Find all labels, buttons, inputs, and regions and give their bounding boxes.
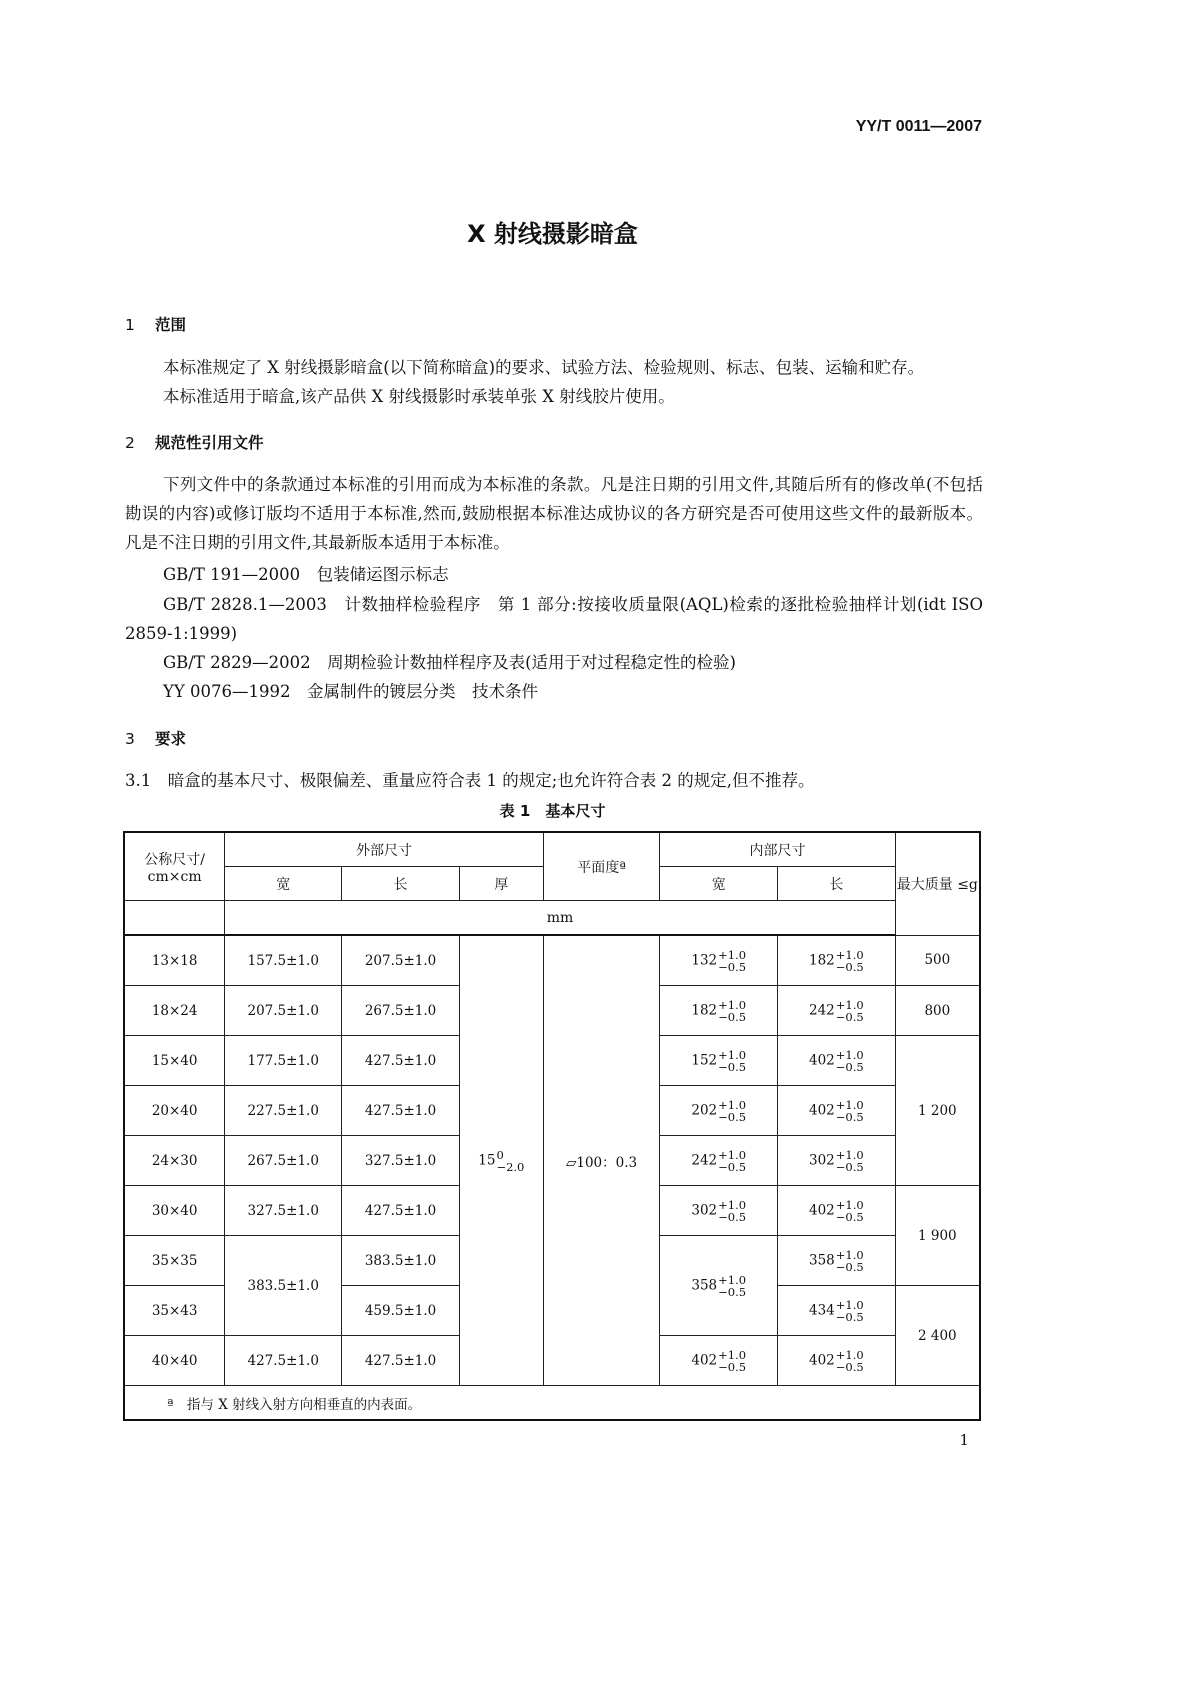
tolerance: +1.0 −0.5	[835, 1147, 864, 1174]
cell-nominal-size: 30×40	[124, 1186, 225, 1236]
section-1-para-1: 本标准规定了 X 射线摄影暗盒(以下简称暗盒)的要求、试验方法、检验规则、标志、包装、运输和贮存。	[163, 358, 925, 377]
tolerance-base: 132	[691, 952, 718, 968]
cell-inner-length	[778, 935, 896, 986]
header-outer: 外部尺寸	[225, 832, 543, 867]
tolerance-base: 358	[809, 1252, 835, 1268]
cell-outer-length: 383.5±1.0	[342, 1236, 460, 1286]
cell-nominal-size: 20×40	[124, 1086, 225, 1136]
cell-nominal-size: 35×35	[124, 1236, 225, 1286]
cell-inner-length	[778, 1236, 896, 1286]
cell-outer-width: 267.5±1.0	[225, 1136, 342, 1186]
cell-max-mass: 1 200	[895, 1036, 980, 1186]
header-thickness: 厚	[459, 867, 543, 901]
tolerance: +1.0 −0.5	[718, 1197, 747, 1224]
cell-max-mass: 800	[895, 986, 980, 1036]
document-id: YY/T 0011—2007	[855, 118, 982, 135]
cell-inner-length	[778, 1336, 896, 1386]
cell-outer-length: 327.5±1.0	[342, 1136, 460, 1186]
tolerance-base: 202	[691, 1102, 718, 1118]
cell-inner-length	[778, 1086, 896, 1136]
tolerance: +1.0 −0.5	[718, 1347, 747, 1374]
cell-thickness	[459, 935, 543, 1386]
tolerance: +1.0 −0.5	[718, 1147, 747, 1174]
tolerance-base: 358	[691, 1277, 718, 1293]
header-outer-length: 长	[342, 867, 460, 901]
tolerance: +1.0 −0.5	[718, 1097, 747, 1124]
header-flatness: 平面度ª	[543, 832, 660, 901]
tolerance: +1.0 −0.5	[835, 1347, 864, 1374]
section-3-heading: 3 要求	[125, 730, 187, 748]
tolerance-base: 242	[809, 1002, 835, 1018]
page-number: 1	[959, 1431, 969, 1449]
table-caption: 表 1 基本尺寸	[499, 802, 606, 820]
tolerance-base: 402	[809, 1102, 835, 1118]
cell-inner-width	[660, 1186, 778, 1236]
header-nominal: 公称尺寸/ cm×cm	[124, 832, 225, 901]
tolerance-base: 402	[809, 1202, 835, 1218]
document-title: X 射线摄影暗盒	[467, 220, 638, 248]
reference-2: GB/T 2828.1—2003 计数抽样检验程序 第 1 部分:按接收质量限(AQL)检索的逐批检验抽样计划(idt ISO 2859-1:1999)	[125, 595, 983, 643]
cell-outer-length: 427.5±1.0	[342, 1036, 460, 1086]
section-1-para-2: 本标准适用于暗盒,该产品供 X 射线摄影时承装单张 X 射线胶片使用。	[163, 387, 675, 406]
cell-nominal-size: 13×18	[124, 935, 225, 986]
cell-outer-length: 207.5±1.0	[342, 935, 460, 986]
tolerance: +1.0 −0.5	[835, 947, 864, 974]
cell-nominal-size: 35×43	[124, 1286, 225, 1336]
tolerance: 0 −2.0	[496, 1147, 525, 1174]
header-inner-width: 宽	[660, 867, 778, 901]
cell-max-mass: 1 900	[895, 1186, 980, 1286]
cell-outer-length: 427.5±1.0	[342, 1186, 460, 1236]
tolerance: +1.0 −0.5	[718, 1272, 747, 1299]
cell-inner-length	[778, 1036, 896, 1086]
cell-outer-length: 459.5±1.0	[342, 1286, 460, 1336]
cell-inner-width	[660, 935, 778, 986]
cell-outer-length: 427.5±1.0	[342, 1086, 460, 1136]
cell-inner-length	[778, 986, 896, 1036]
tolerance-base: 402	[691, 1352, 718, 1368]
dimensions-table	[123, 831, 981, 1421]
tolerance-base: 402	[809, 1052, 835, 1068]
cell-outer-length: 427.5±1.0	[342, 1336, 460, 1386]
cell-outer-width: 227.5±1.0	[225, 1086, 342, 1136]
cell-outer-width: 327.5±1.0	[225, 1186, 342, 1236]
tolerance-base: 302	[691, 1202, 718, 1218]
header-max-mass: 最大质量 ≤g	[895, 832, 980, 935]
tolerance-base: 152	[691, 1052, 718, 1068]
tolerance: +1.0 −0.5	[718, 947, 747, 974]
table-row	[124, 935, 980, 986]
cell-nominal-size: 18×24	[124, 986, 225, 1036]
reference-4: YY 0076—1992 金属制件的镀层分类 技术条件	[163, 682, 539, 701]
section-1-heading: 1 范围	[125, 316, 187, 334]
header-inner: 内部尺寸	[660, 832, 895, 867]
cell-outer-width: 207.5±1.0	[225, 986, 342, 1036]
cell-inner-length	[778, 1286, 896, 1336]
tolerance: +1.0 −0.5	[835, 1297, 864, 1324]
cell-inner-width	[660, 1086, 778, 1136]
tolerance-base: 302	[809, 1152, 835, 1168]
reference-3: GB/T 2829—2002 周期检验计数抽样程序及表(适用于对过程稳定性的检验)	[163, 653, 736, 672]
cell-max-mass: 2 400	[895, 1286, 980, 1386]
cell-outer-width: 157.5±1.0	[225, 935, 342, 986]
cell-inner-length	[778, 1186, 896, 1236]
tolerance: +1.0 −0.5	[718, 997, 747, 1024]
cell-nominal-size: 15×40	[124, 1036, 225, 1086]
cell-nominal-size: 24×30	[124, 1136, 225, 1186]
reference-1: GB/T 191—2000 包装储运图示标志	[163, 565, 449, 584]
tolerance: +1.0 −0.5	[835, 1197, 864, 1224]
cell-outer-length: 267.5±1.0	[342, 986, 460, 1036]
clause-3-1: 3.1 暗盒的基本尺寸、极限偏差、重量应符合表 1 的规定;也允许符合表 2 的规定,但不推荐。	[125, 771, 815, 790]
cell-inner-width	[660, 986, 778, 1036]
tolerance: +1.0 −0.5	[835, 1047, 864, 1074]
header-unit: mm	[225, 901, 895, 936]
cell-inner-width	[660, 1336, 778, 1386]
cell-max-mass: 500	[895, 935, 980, 986]
cell-inner-length	[778, 1136, 896, 1186]
cell-outer-width: 427.5±1.0	[225, 1336, 342, 1386]
cell-flatness: ▱100：0.3	[543, 935, 660, 1386]
tolerance-base: 242	[691, 1152, 718, 1168]
section-2-heading: 2 规范性引用文件	[125, 434, 264, 452]
tolerance: +1.0 −0.5	[835, 1097, 864, 1124]
tolerance-base: 182	[691, 1002, 718, 1018]
cell-inner-width	[660, 1236, 778, 1336]
tolerance: +1.0 −0.5	[835, 1247, 864, 1274]
cell-nominal-size: 40×40	[124, 1336, 225, 1386]
tolerance-base: 434	[809, 1302, 835, 1318]
cell-inner-width	[660, 1136, 778, 1186]
cell-inner-width	[660, 1036, 778, 1086]
tolerance-base: 15	[478, 1152, 496, 1168]
tolerance-base: 182	[809, 952, 835, 968]
tolerance-base: 402	[809, 1352, 835, 1368]
tolerance: +1.0 −0.5	[718, 1047, 747, 1074]
section-2-para-1: 下列文件中的条款通过本标准的引用而成为本标准的条款。凡是注日期的引用文件,其随后所有的修改单(不包括勘误的内容)或修订版均不适用于本标准,然而,鼓励根据本标准达成协议的各方研究是否可使用这些文件的最新版本。凡是不注日期的引用文件,其最新版本适用于本标准。	[125, 475, 983, 552]
cell-outer-width: 177.5±1.0	[225, 1036, 342, 1086]
cell-outer-width: 383.5±1.0	[225, 1236, 342, 1336]
header-inner-length: 长	[778, 867, 896, 901]
table-footnote: ª 指与 X 射线入射方向相垂直的内表面。	[124, 1386, 980, 1421]
tolerance: +1.0 −0.5	[835, 997, 864, 1024]
header-outer-width: 宽	[225, 867, 342, 901]
